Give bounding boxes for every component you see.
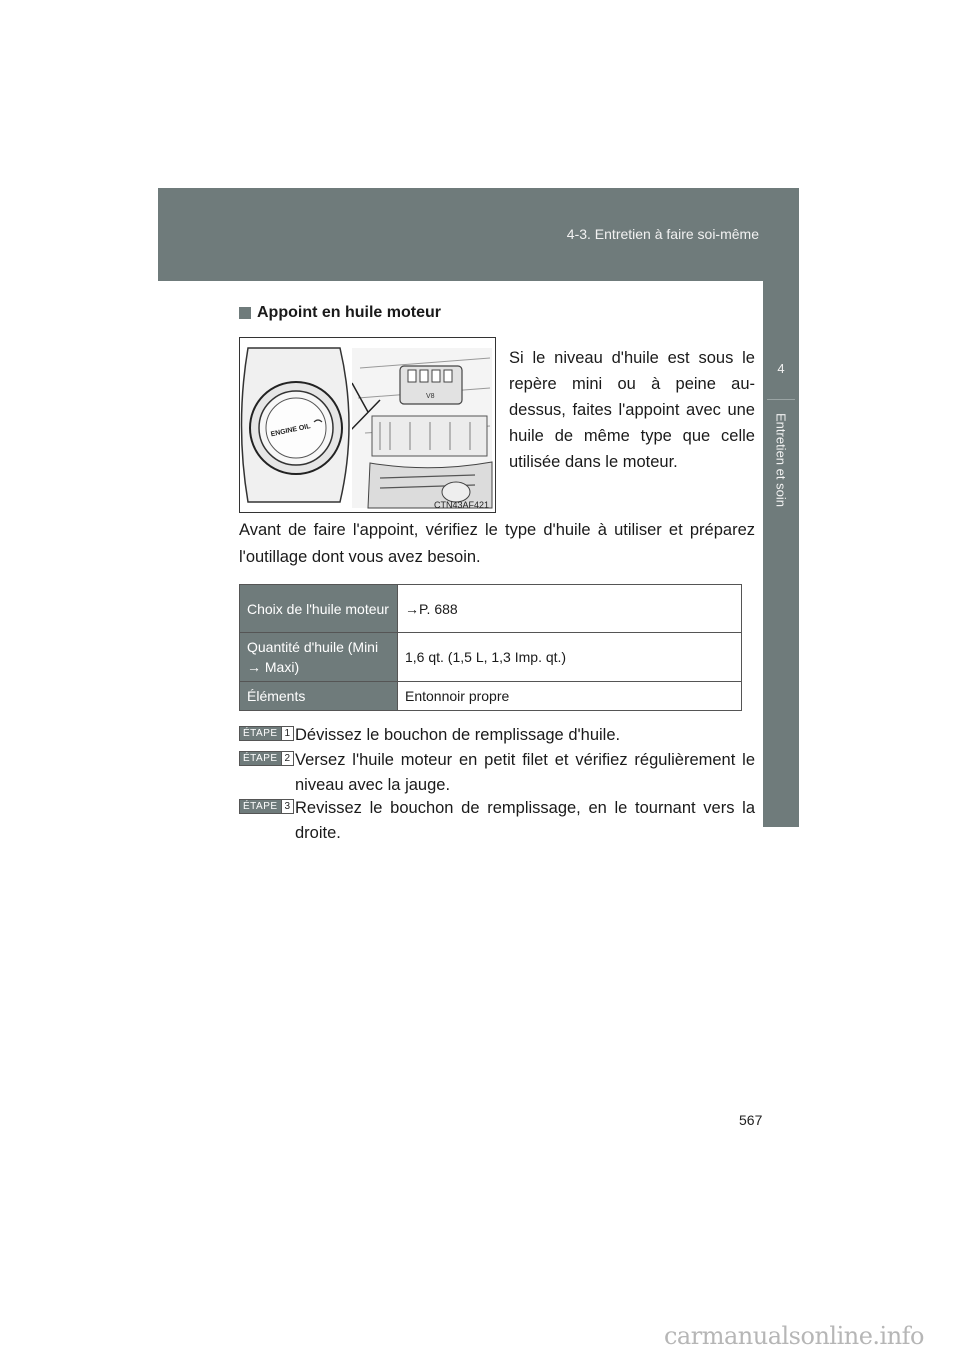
step-text: Dévissez le bouchon de remplissage d'huile. (295, 726, 621, 744)
step-item (239, 748, 755, 798)
table-row (240, 633, 742, 682)
table-label: Éléments (240, 682, 398, 711)
oil-info-table (239, 584, 742, 711)
table-label: Choix de l'huile moteur (240, 585, 398, 633)
table-row (240, 585, 742, 633)
page-number: 567 (739, 1112, 763, 1128)
chapter-title: 4-3. Entretien à faire soi-même (566, 226, 759, 242)
step-badge-number: 3 (281, 800, 294, 813)
step-badge (239, 751, 294, 766)
step-badge-word: ÉTAPE (240, 800, 281, 813)
section-title (239, 304, 441, 322)
step-text: Versez l'huile moteur en petit filet et vérifiez régulièrement le niveau avec la jauge. (295, 751, 755, 794)
table-value: 1,6 qt. (1,5 L, 1,3 Imp. qt.) (398, 633, 742, 682)
step-badge (239, 726, 294, 741)
body-paragraph: Avant de faire l'appoint, vérifiez le type d'huile à utiliser et préparez l'outillage dont vous avez besoin. (239, 521, 755, 566)
step-badge-word: ÉTAPE (240, 727, 281, 740)
engine-label: V8 (426, 393, 435, 400)
table-value: Entonnoir propre (398, 682, 742, 711)
side-tab (763, 281, 799, 827)
chapter-label: Entretien et soin (773, 413, 789, 507)
engine-bay-drawing (240, 338, 495, 512)
figure-code: CTN43AF421 (433, 500, 489, 510)
step-badge (239, 799, 294, 814)
chapter-number: 4 (777, 361, 785, 376)
step-text: Revissez le bouchon de remplissage, en le tournant vers la droite. (295, 799, 755, 842)
step-badge-word: ÉTAPE (240, 752, 281, 765)
table-label: Quantité d'huile (Mini → Maxi) (240, 633, 398, 682)
step-item (239, 723, 755, 748)
header-band (158, 188, 799, 281)
section-title-text: Appoint en huile moteur (257, 304, 441, 321)
intro-paragraph: Si le niveau d'huile est sous le repère mini ou à peine au-dessus, faites l'appoint avec une huile de même type que celle utilisée dans le moteur. (509, 349, 755, 471)
square-bullet-icon (239, 307, 251, 319)
step-item (239, 796, 755, 846)
table-value: →P. 688 (398, 585, 742, 633)
oil-cap-label: ENGINE OIL (270, 423, 312, 439)
watermark: carmanualsonline.info (663, 1322, 924, 1350)
engine-oil-illustration (239, 337, 496, 513)
step-badge-number: 1 (281, 727, 294, 740)
side-tab-divider (767, 399, 795, 400)
table-row (240, 682, 742, 711)
step-badge-number: 2 (281, 752, 294, 765)
